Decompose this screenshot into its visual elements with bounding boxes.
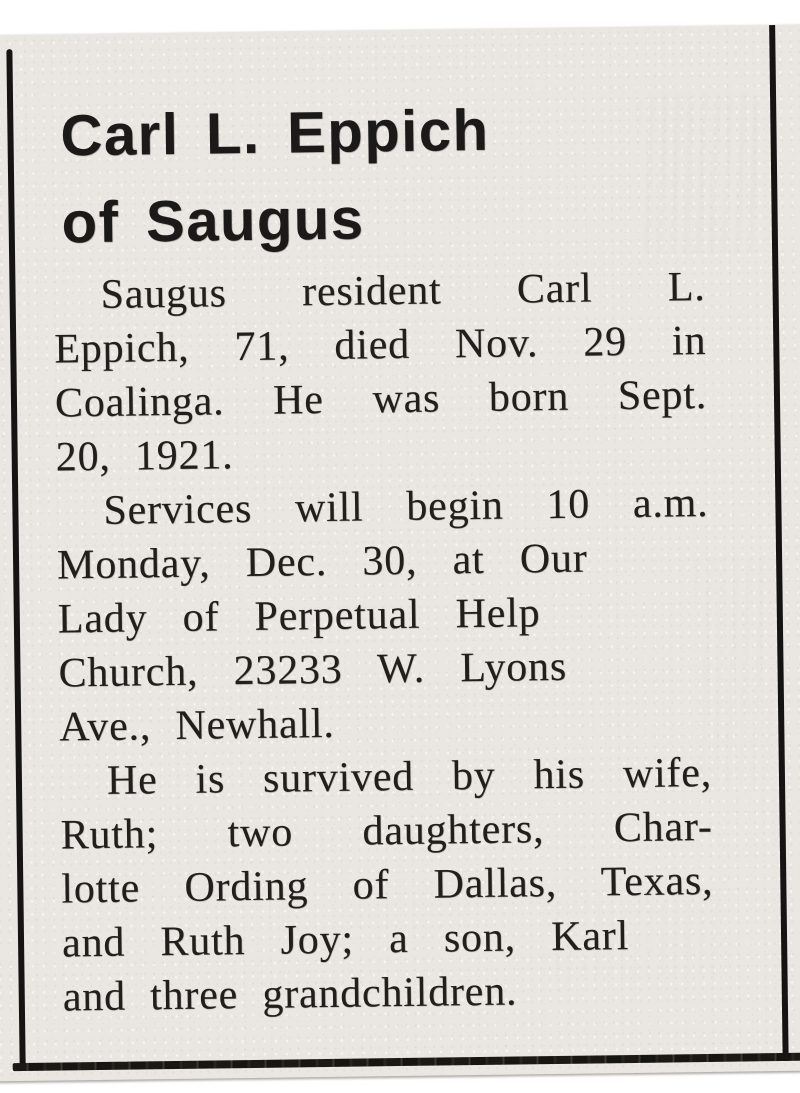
body-line: and Ruth Joy; a son, Karl <box>61 913 630 967</box>
ink-showthrough-smudge <box>0 587 10 697</box>
body-line: Coalinga. He was born Sept. <box>54 371 708 427</box>
paragraph-birth-death <box>53 260 708 485</box>
paragraph-services <box>56 476 711 755</box>
obituary-body <box>53 260 715 1024</box>
body-line: Saugus resident Carl L. <box>100 263 706 318</box>
bottom-rule <box>13 1052 800 1071</box>
body-line: Ave., Newhall. <box>58 700 335 751</box>
headline-line-2: of Saugus <box>61 186 365 256</box>
body-line: and three grandchildren. <box>62 968 518 1021</box>
column-rule-left <box>6 49 25 1070</box>
body-line: 20, 1921. <box>55 432 234 481</box>
body-line: Church, 23233 W. Lyons <box>58 643 568 697</box>
body-line: Monday, Dec. 30, at Our <box>56 535 588 589</box>
body-line: He is survived by his wife, <box>106 749 713 804</box>
body-line: Lady of Perpetual Help <box>57 590 541 643</box>
paragraph-survivors <box>60 746 715 1025</box>
body-line: lotte Ording of Dallas, Texas, <box>61 857 714 913</box>
newspaper-clipping <box>0 25 800 1082</box>
body-line: Ruth; two daughters, Char- <box>60 803 713 859</box>
column-rule-right <box>769 25 789 1061</box>
body-line: Services will begin 10 a.m. <box>103 479 709 534</box>
body-line: Eppich, 71, died Nov. 29 in <box>54 317 707 373</box>
headline-line-1: Carl L. Eppich <box>60 97 490 169</box>
obituary-headline <box>60 84 702 266</box>
